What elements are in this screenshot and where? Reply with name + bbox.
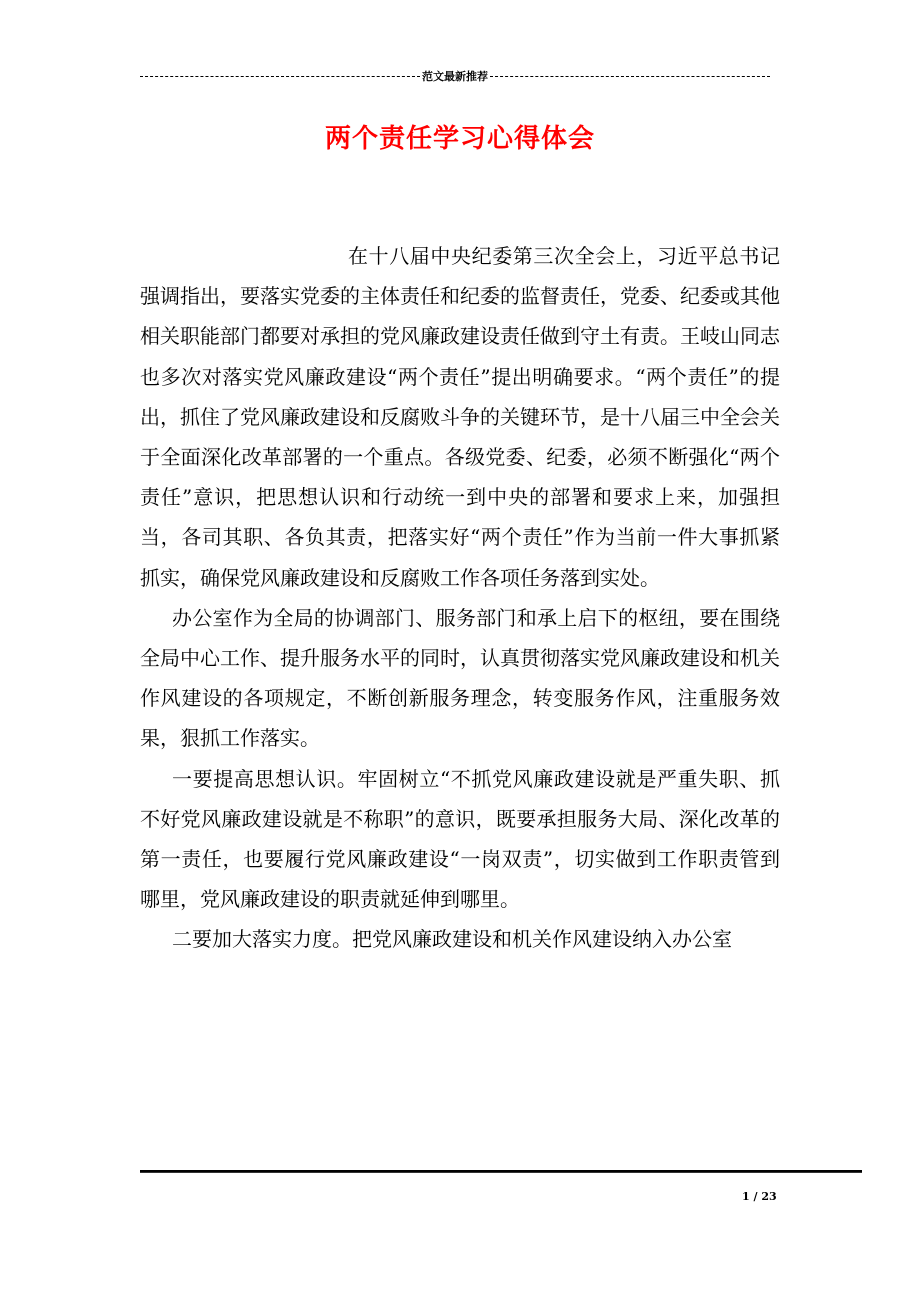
page-number: 1 / 23 — [742, 1190, 777, 1203]
paragraph-1: 在十八届中央纪委第三次全会上，习近平总书记强调指出，要落实党委的主体责任和纪委的监督责任，党委、纪委或其他相关职能部门都要对承担的党风廉政建设责任做到守土有责。王岐山同志也多次对落实党风廉政建设“两个责任”提出明确要求。“两个责任”的提出，抓住了党风廉政建设和反腐败斗争的关键环节，是十八届三中全会关于全面深化改革部署的一个重点。各级党委、纪委，必须不断强化“两个责任”意识，把思想认识和行动统一到中央的部署和要求上来，加强担当，各司其职、各负其责，把落实好“两个责任”作为当前一件大事抓紧抓实，确保党风廉政建设和反腐败工作各项任务落到实处。 — [140, 244, 780, 590]
paragraph-2: 办公室作为全局的协调部门、服务部门和承上启下的枢纽，要在围绕全局中心工作、提升服务水平的同时，认真贯彻落实党风廉政建设和机关作风建设的各项规定，不断创新服务理念，转变服务作风，注重服务效果，狠抓工作落实。 — [140, 605, 780, 751]
paragraph-4: 二要加大落实力度。把党风廉政建设和机关作风建设纳入办公室 — [172, 927, 732, 952]
header-dash-right — [490, 76, 770, 77]
document-title: 两个责任学习心得体会 — [324, 124, 595, 154]
footer-rule — [140, 1170, 862, 1173]
header-dash-left — [140, 76, 420, 77]
paragraph-3: 一要提高思想认识。牢固树立“不抓党风廉政建设就是严重失职、抓不好党风廉政建设就是不称职”的意识，既要承担服务大局、深化改革的第一责任，也要履行党风廉政建设“一岗双责”，切实做到工作职责管到哪里，党风廉政建设的职责就延伸到哪里。 — [140, 766, 780, 912]
page-header — [140, 66, 770, 86]
document-body — [140, 236, 780, 960]
header-label: 范文最新推荐 — [422, 70, 488, 83]
